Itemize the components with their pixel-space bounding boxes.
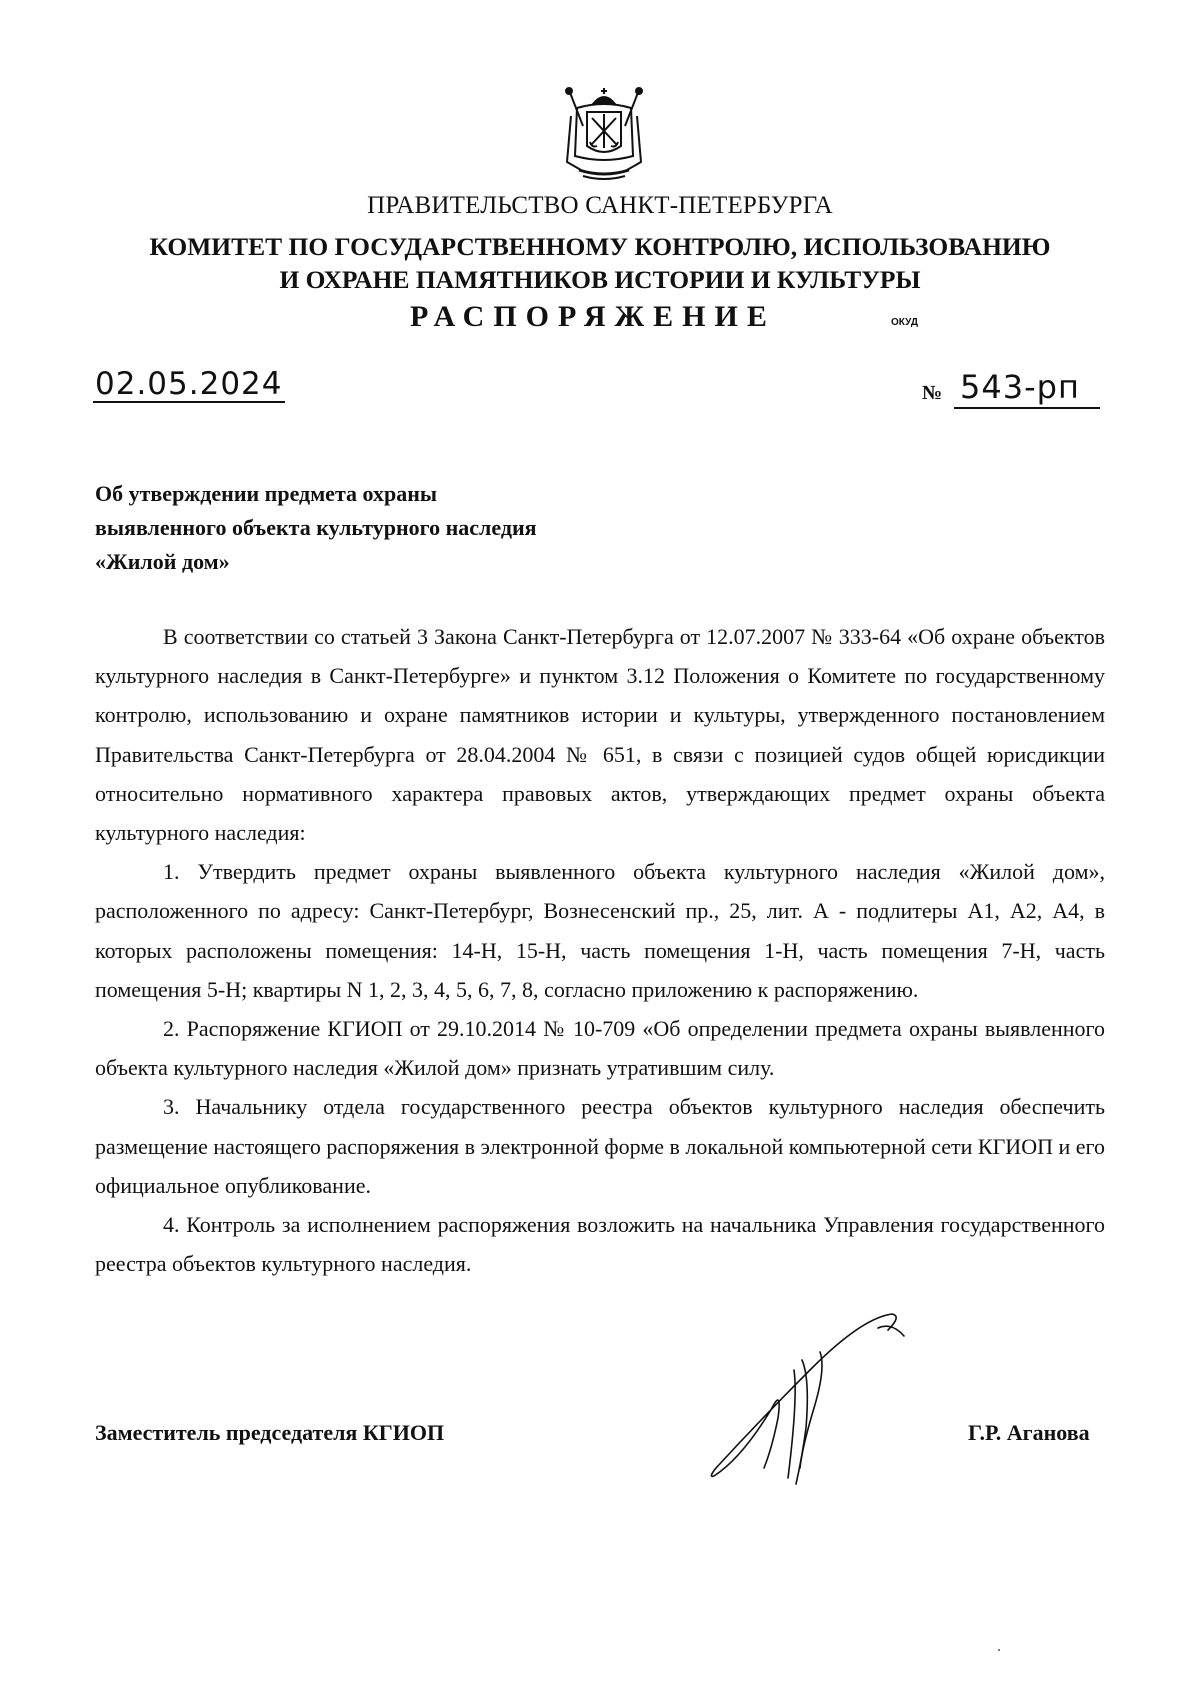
subject-line1: Об утверждении предмета охраны bbox=[95, 481, 438, 506]
item-1-paragraph: 1. Утвердить предмет охраны выявленного объекта культурного наследия «Жилой дом», расположенного по адресу: Санкт-Петербург, Вознесенский пр., 25, лит. А - подлитеры А1, А2, А4, в которых расположены помещения: 14-Н, 15-Н, часть помещения 1-Н, часть помещения 7-Н, часть помещения 5-Н; квартиры N 1, 2, 3, 4, 5, 6, 7, 8, согласно приложению к распоряжению. bbox=[95, 859, 1105, 1002]
document-body bbox=[95, 617, 1105, 1283]
subject-line2: выявленного объекта культурного наследия bbox=[95, 515, 537, 540]
document-subject bbox=[95, 477, 537, 579]
subject-line3: «Жилой дом» bbox=[95, 549, 230, 574]
signatory-role: Заместитель председателя КГИОП bbox=[95, 1420, 445, 1445]
item-2-paragraph: 2. Распоряжение КГИОП от 29.10.2014 № 10-709 «Об определении предмета охраны выявленного объекта культурного наследия «Жилой дом» признать утратившим силу. bbox=[95, 1016, 1105, 1081]
committee-title bbox=[0, 230, 1200, 296]
coat-of-arms-icon bbox=[563, 86, 645, 182]
handwritten-signature bbox=[702, 1308, 910, 1488]
number-underline bbox=[954, 407, 1100, 409]
document-date: 02.05.2024 bbox=[95, 366, 283, 402]
item-3-paragraph: 3. Начальнику отдела государственного реестра объектов культурного наследия обеспечить размещение настоящего распоряжения в электронной форме в локальной компьютерной сети КГИОП и его официальное опубликование. bbox=[95, 1094, 1105, 1198]
number-sign: № bbox=[922, 382, 943, 404]
government-title: ПРАВИТЕЛЬСТВО САНКТ-ПЕТЕРБУРГА bbox=[367, 192, 833, 219]
document-number bbox=[922, 368, 1102, 408]
number-value: 543-рп bbox=[960, 368, 1080, 406]
okud-label: ОКУД bbox=[891, 317, 918, 328]
scan-speck bbox=[998, 1649, 1000, 1651]
committee-title-line1: КОМИТЕТ ПО ГОСУДАРСТВЕННОМУ КОНТРОЛЮ, ИСПОЛЬЗОВАНИЮ bbox=[149, 232, 1051, 261]
document-type: РАСПОРЯЖЕНИЕ bbox=[410, 300, 776, 333]
item-4-paragraph: 4. Контроль за исполнением распоряжения возложить на начальника Управления государственного реестра объектов культурного наследия. bbox=[95, 1212, 1105, 1277]
committee-title-line2: И ОХРАНЕ ПАМЯТНИКОВ ИСТОРИИ И КУЛЬТУРЫ bbox=[279, 265, 921, 294]
signatory-name: Г.Р. Аганова bbox=[968, 1420, 1090, 1445]
preamble-paragraph: В соответствии со статьей 3 Закона Санкт-Петербурга от 12.07.2007 № 333-64 «Об охране объектов культурного наследия в Санкт-Петербурге» и пунктом 3.12 Положения о Комитете по государственному контролю, использованию и охране памятников истории и культуры, утвержденного постановлением Правительства Санкт-Петербурга от 28.04.2004 № 651, в связи с позицией судов общей юрисдикции относительно нормативного характера правовых актов, утверждающих предмет охраны объекта культурного наследия: bbox=[95, 624, 1105, 846]
